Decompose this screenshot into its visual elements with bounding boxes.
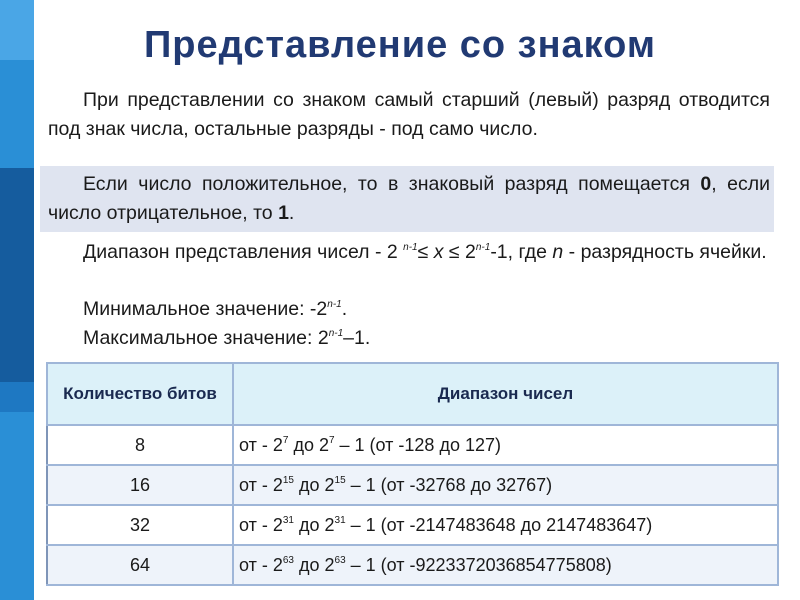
p2-text-a: Если число положительное, то в знаковый разряд помещается: [83, 173, 701, 195]
p3-text-e: - разрядность ячейки.: [563, 241, 767, 263]
min-text-a: Минимальное значение: -2: [83, 298, 328, 320]
range-a: от - 2: [239, 514, 283, 535]
range-exp-1: 15: [282, 474, 294, 486]
range-b: до 2: [294, 514, 335, 535]
table-row: [47, 545, 778, 585]
paragraph-sign-values: [48, 170, 770, 228]
max-value: [83, 324, 370, 353]
range-b: до 2: [294, 474, 335, 495]
p2-one: 1: [278, 202, 289, 224]
min-text-b: .: [341, 298, 348, 320]
p2-text-c: .: [288, 202, 295, 224]
range-exp-2: 15: [334, 474, 346, 486]
paragraph-sign-bit-text: При представлении со знаком самый старший (левый) разряд отводится под знак числа, остальные разряды - под само число.: [48, 89, 770, 140]
p3-text-b: ≤: [417, 241, 434, 263]
side-strip-lower: [0, 382, 34, 412]
range-a: от - 2: [239, 554, 283, 575]
range-table: [46, 362, 779, 586]
p3-sup-2: n-1: [475, 242, 491, 253]
table-row: [47, 505, 778, 545]
p3-sup-1: n-1: [403, 242, 418, 253]
range-b: до 2: [288, 434, 329, 455]
cell-bits: 16: [47, 465, 233, 505]
paragraph-range: [48, 238, 770, 267]
cell-range: [233, 425, 778, 465]
cell-range: [233, 465, 778, 505]
side-strip-middle: [0, 168, 34, 382]
cell-bits: 64: [47, 545, 233, 585]
p3-x: x: [433, 241, 444, 263]
p3-text-d: -1, где: [490, 241, 553, 263]
header-bits: Количество битов: [47, 363, 233, 425]
p3-n: n: [552, 241, 564, 263]
range-a: от - 2: [239, 434, 283, 455]
header-range: Диапазон чисел: [233, 363, 778, 425]
range-c: – 1 (от -32768 до 32767): [345, 474, 553, 495]
range-exp-2: 63: [334, 554, 346, 566]
range-exp-2: 31: [334, 514, 346, 526]
table-row: [47, 465, 778, 505]
range-exp-1: 7: [282, 434, 289, 446]
range-exp-2: 7: [328, 434, 335, 446]
cell-range: [233, 545, 778, 585]
p2-zero: 0: [700, 173, 712, 195]
table-row: [47, 425, 778, 465]
min-sup: n-1: [327, 299, 342, 310]
max-text-b: –1.: [343, 327, 371, 349]
range-c: – 1 (от -9223372036854775808): [345, 554, 612, 575]
range-c: – 1 (от -2147483648 до 2147483647): [345, 514, 653, 535]
paragraph-sign-bit: [48, 86, 770, 144]
p3-text-a: Диапазон представления чисел - 2: [83, 241, 404, 263]
min-value: [83, 295, 347, 324]
range-c: – 1 (от -128 до 127): [334, 434, 501, 455]
range-exp-1: 31: [282, 514, 294, 526]
range-b: до 2: [294, 554, 335, 575]
max-sup: n-1: [328, 328, 344, 339]
page-title: Представление со знаком: [143, 24, 656, 66]
range-a: от - 2: [239, 474, 283, 495]
cell-bits: 8: [47, 425, 233, 465]
cell-range: [233, 505, 778, 545]
max-text-a: Максимальное значение: 2: [83, 327, 329, 349]
range-exp-1: 63: [282, 554, 294, 566]
p2-text-b: , если число отрицательное, то: [48, 173, 770, 224]
cell-bits: 32: [47, 505, 233, 545]
p3-text-c: ≤ 2: [443, 241, 476, 263]
table-header-row: [47, 363, 778, 425]
